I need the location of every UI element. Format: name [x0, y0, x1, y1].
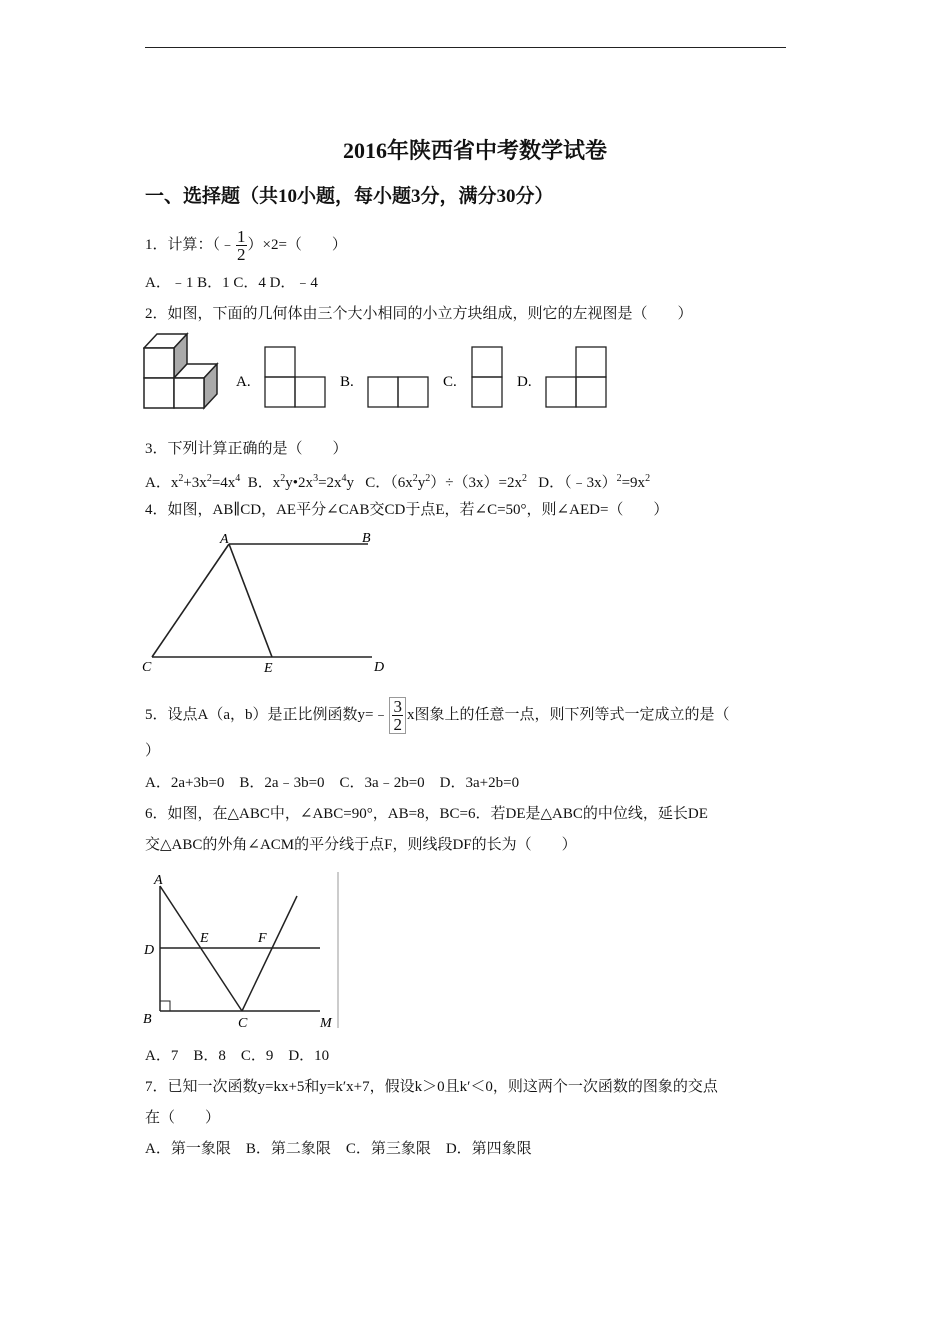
point-c-label: C: [238, 1016, 248, 1031]
segment-ac: [152, 544, 229, 657]
q6-line2: 交△ABC的外角∠ACM的平分线于点F，则线段DF的长为（ ）: [145, 837, 577, 853]
q5-fraction: $\frac{3}{2}$: [389, 697, 406, 734]
q6-options: A．7 B．8 C．9 D．10: [145, 1048, 330, 1064]
q2-figures: [143, 330, 623, 412]
q5-suffix: x图象上的任意一点，则下列等式一定成立的是（: [406, 706, 730, 723]
q1-suffix: ）×2=（ ）: [247, 236, 347, 253]
option-d-label: D.: [517, 374, 532, 390]
q3-stem: 3．下列计算正确的是（ ）: [145, 441, 348, 457]
point-b-label: B: [362, 531, 371, 546]
q7-line1: 7．已知一次函数y=kx+5和y=k′x+7，假设k＞0且k′＜0，则这两个一次函数的图象的交点: [145, 1079, 718, 1095]
option-c-view: [472, 347, 502, 407]
option-a-view: [265, 347, 325, 407]
top-rule: [145, 47, 786, 48]
q2-stem: 2．如图，下面的几何体由三个大小相同的小立方块组成，则它的左视图是（ ）: [145, 306, 693, 322]
right-angle-mark: [160, 1001, 170, 1011]
q1-fraction: $\frac{1}{2}$: [237, 227, 246, 264]
q5-prefix: 5．设点A（a，b）是正比例函数y=﹣: [145, 706, 389, 723]
point-a-label: A: [220, 532, 229, 547]
q1-prefix: 1．计算：（﹣: [145, 236, 236, 253]
point-e-label: E: [200, 931, 209, 946]
q7-line2: 在（ ）: [145, 1110, 221, 1126]
q5-options: A．2a+3b=0 B．2a﹣3b=0 C．3a﹣2b=0 D．3a+2b=0: [145, 775, 520, 791]
option-d-view: [546, 347, 606, 407]
question-5: [145, 697, 729, 734]
q4-stem: 4．如图，AB∥CD，AE平分∠CAB交CD于点E，若∠C=50°，则∠AED=（ ）: [145, 502, 669, 518]
option-b-label: B.: [340, 374, 354, 390]
section-heading: 一、选择题（共10小题，每小题3分，满分30分）: [145, 186, 554, 207]
q3-options: A．$x^2+3x^2=4x^4$ B．$x^2y•2x^3=2x^4y$ C．$(6x^2y^2)\div(3x)=2x^2$ D．$(﹣3x)^2=9x^2$: [145, 473, 651, 491]
q4-figure: [140, 527, 400, 677]
point-c-label: C: [142, 660, 152, 675]
option-a-label: A.: [236, 374, 251, 390]
cube-solid-figure: [144, 334, 217, 408]
point-b-label: B: [143, 1012, 152, 1027]
q6-figure: [140, 868, 345, 1033]
segment-ae: [229, 544, 272, 657]
option-b-view: [368, 377, 428, 407]
q1-options: A．﹣1 B．1 C．4 D．﹣4: [145, 275, 318, 291]
point-f-label: F: [258, 931, 267, 946]
question-1: [145, 228, 347, 263]
bisector-cf: [242, 896, 297, 1011]
q7-options: A．第一象限 B．第二象限 C．第三象限 D．第四象限: [145, 1141, 532, 1157]
point-e-label: E: [264, 661, 273, 676]
page-title: 2016年陕西省中考数学试卷: [342, 138, 607, 163]
point-a-label: A: [154, 873, 163, 888]
q5-line2: ）: [145, 743, 161, 759]
point-d-label: D: [144, 943, 155, 958]
point-d-label: D: [374, 660, 385, 675]
q6-line1: 6．如图，在△ABC中，∠ABC=90°，AB=8，BC=6．若DE是△ABC的中位线，延长DE: [145, 806, 708, 822]
point-m-label: M: [320, 1016, 332, 1031]
option-c-label: C.: [443, 374, 457, 390]
